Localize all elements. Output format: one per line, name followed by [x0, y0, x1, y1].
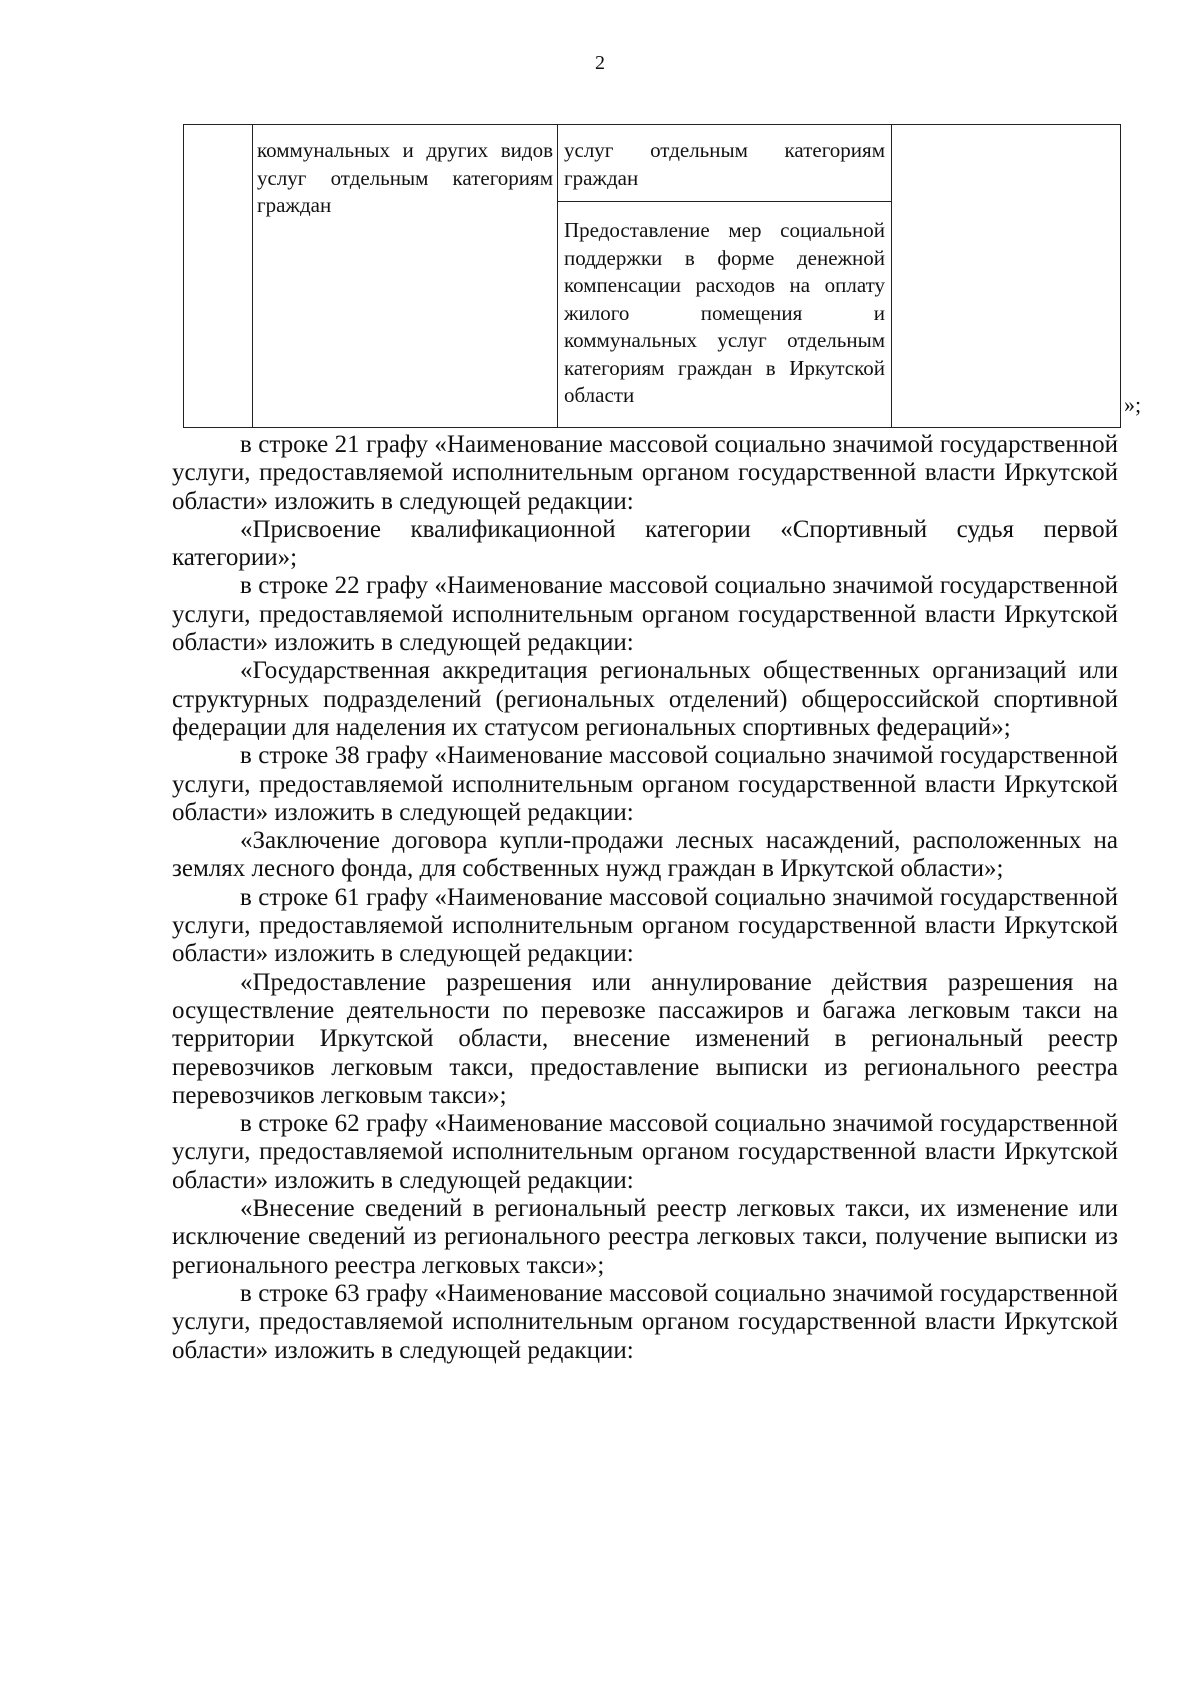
paragraph: в строке 38 графу «Наименование массовой социально значимой государственной услуги, предоставляемой исполнительным органом государственной власти Иркутской области» изложить в следующей редакции:: [172, 742, 1118, 826]
table-cell-service-name: Предоставление мер социальной поддержки в форме денежной компенсации расходов на оплату жилого помещения и коммунальных услуг отдельным категориям граждан в Иркутской области: [564, 218, 885, 407]
paragraph: в строке 63 графу «Наименование массовой социально значимой государственной услуги, предоставляемой исполнительным органом государственной власти Иркутской области» изложить в следующей редакции:: [172, 1279, 1118, 1364]
paragraph: «Присвоение квалификационной категории «Спортивный судья первой категории»;: [172, 515, 1118, 572]
paragraph: в строке 22 графу «Наименование массовой социально значимой государственной услуги, предоставляемой исполнительным органом государственной власти Иркутской области» изложить в следующей редакции:: [172, 572, 1118, 657]
paragraph: в строке 21 графу «Наименование массовой социально значимой государственной услуги, предоставляемой исполнительным органом государственной власти Иркутской области» изложить в следующей редакции:: [172, 431, 1118, 515]
paragraph: «Внесение сведений в региональный реестр легковых такси, их изменение или исключение сведений из регионального реестра легковых такси, получение выписки из регионального реестра легковых такси»;: [172, 1195, 1118, 1279]
paragraph: «Государственная аккредитация региональных общественных организаций или структурных подразделений (региональных отделений) общероссийской спортивной федерации для наделения их статусом региональных спортивных федераций»;: [172, 657, 1118, 741]
paragraph: «Заключение договора купли-продажи лесных насаждений, расположенных на землях лесного фонда, для собственных нужд граждан в Иркутской области»;: [172, 827, 1118, 883]
paragraph: в строке 62 графу «Наименование массовой социально значимой государственной услуги, предоставляемой исполнительным органом государственной власти Иркутской области» изложить в следующей редакции:: [172, 1110, 1118, 1194]
table-row-divider: [557, 201, 891, 202]
table-column-divider: [557, 125, 558, 427]
table-fragment: [183, 124, 1121, 428]
paragraph: «Предоставление разрешения или аннулирование действия разрешения на осуществление деятельности по перевозке пассажиров и багажа легковым такси на территории Иркутской области, внесение изменений в региональный реестр перевозчиков легковым такси, предоставление выписки из регионального реестра перевозчиков легковым такси»;: [172, 968, 1118, 1109]
table-cell-service-type: коммунальных и других видов услуг отдельным категориям граждан: [257, 138, 553, 217]
table-cell-service-name-continued: услуг отдельным категориям граждан: [564, 138, 885, 190]
document-body: [172, 431, 1118, 1365]
table-column-divider: [252, 125, 253, 427]
paragraph: в строке 61 графу «Наименование массовой социально значимой государственной услуги, предоставляемой исполнительным органом государственной власти Иркутской области» изложить в следующей редакции:: [172, 883, 1118, 968]
page-number: 2: [595, 52, 605, 74]
table-column-divider: [891, 125, 892, 427]
table-closing-mark: »;: [1124, 392, 1142, 417]
